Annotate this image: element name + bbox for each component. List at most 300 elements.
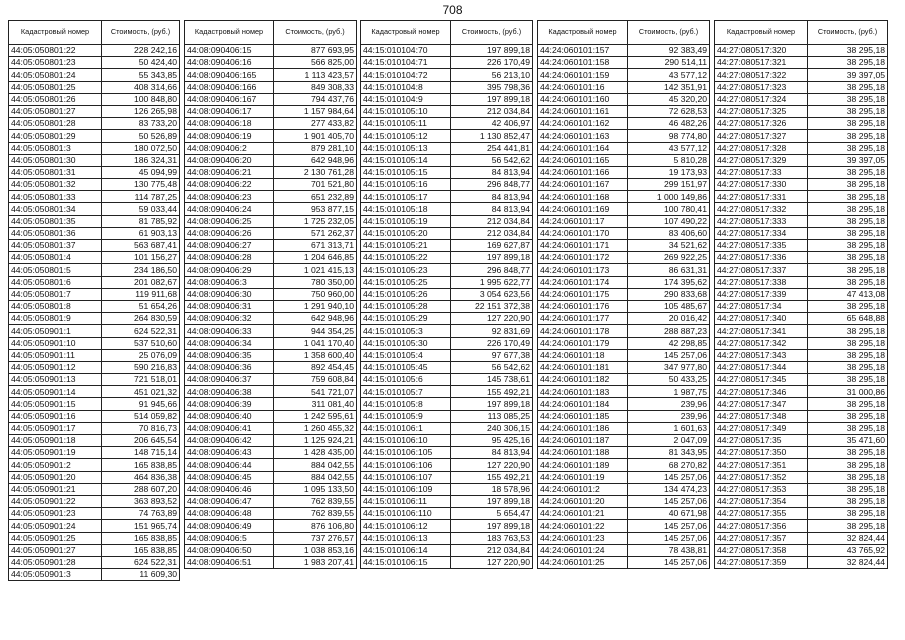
table-row — [361, 45, 533, 57]
cost-cell: 97 677,38 — [451, 349, 533, 361]
cost-cell: 1 130 852,47 — [451, 130, 533, 142]
cadastral-number-cell: 44:27:080517:341 — [715, 325, 808, 337]
cadastral-number-cell: 44:24:060101:188 — [538, 447, 628, 459]
table-row — [538, 325, 710, 337]
column-header-cost: Стоимость, (руб.) — [274, 21, 357, 45]
cost-cell: 1 983 207,41 — [274, 556, 357, 568]
cost-cell: 877 693,95 — [274, 45, 357, 57]
cadastral-number-cell: 44:15:010106:105 — [361, 447, 451, 459]
cost-cell: 72 628,53 — [628, 105, 710, 117]
cost-cell: 100 780,41 — [628, 203, 710, 215]
table-row — [361, 93, 533, 105]
cadastral-number-cell: 44:05:050901:2 — [9, 459, 102, 471]
table-row — [538, 398, 710, 410]
table-row — [715, 422, 888, 434]
cadastral-number-cell: 44:08:090406:41 — [185, 422, 274, 434]
table-row — [9, 313, 180, 325]
table-row — [9, 276, 180, 288]
cost-cell: 671 313,71 — [274, 240, 357, 252]
cost-cell: 127 220,90 — [451, 556, 533, 568]
cost-cell: 737 276,57 — [274, 532, 357, 544]
table-row — [9, 349, 180, 361]
cost-cell: 50 433,25 — [628, 374, 710, 386]
table-row — [361, 252, 533, 264]
cost-cell: 3 054 623,56 — [451, 288, 533, 300]
cost-cell: 197 899,18 — [451, 93, 533, 105]
table-row — [715, 386, 888, 398]
cadastral-number-cell: 44:24:060101:184 — [538, 398, 628, 410]
cost-cell: 145 257,06 — [628, 495, 710, 507]
table-row — [185, 252, 357, 264]
table-row — [361, 508, 533, 520]
table-row — [715, 300, 888, 312]
cadastral-number-cell: 44:08:090406:28 — [185, 252, 274, 264]
cost-cell: 1 204 646,85 — [274, 252, 357, 264]
cost-cell: 84 813,94 — [451, 191, 533, 203]
cadastral-number-cell: 44:15:010105:25 — [361, 276, 451, 288]
cadastral-number-cell: 44:08:090406:39 — [185, 398, 274, 410]
cadastral-number-cell: 44:08:090406:23 — [185, 191, 274, 203]
table-row — [9, 386, 180, 398]
table-row — [361, 556, 533, 568]
table-row — [9, 45, 180, 57]
cadastral-number-cell: 44:15:010106:109 — [361, 483, 451, 495]
cadastral-number-cell: 44:05:050801:4 — [9, 252, 102, 264]
table-row — [538, 288, 710, 300]
table-row — [185, 166, 357, 178]
cost-cell: 34 521,62 — [628, 240, 710, 252]
cost-cell: 38 295,18 — [808, 471, 888, 483]
table-row — [361, 544, 533, 556]
cost-cell: 290 833,68 — [628, 288, 710, 300]
cost-cell: 92 383,49 — [628, 45, 710, 57]
cadastral-number-cell: 44:05:050901:10 — [9, 337, 102, 349]
cadastral-number-cell: 44:24:060101:185 — [538, 410, 628, 422]
cost-cell: 151 965,74 — [102, 520, 180, 532]
cost-cell: 624 522,31 — [102, 556, 180, 568]
cadastral-number-cell: 44:24:060101:161 — [538, 105, 628, 117]
cost-cell: 83 406,60 — [628, 227, 710, 239]
cost-cell: 642 948,96 — [274, 313, 357, 325]
cadastral-number-cell: 44:08:090406:2 — [185, 142, 274, 154]
cadastral-number-cell: 44:24:060101:19 — [538, 471, 628, 483]
cadastral-number-cell: 44:15:010105:23 — [361, 264, 451, 276]
cadastral-number-cell: 44:15:010106:14 — [361, 544, 451, 556]
cost-cell: 197 899,18 — [451, 520, 533, 532]
cadastral-number-cell: 44:08:090406:26 — [185, 227, 274, 239]
table-row — [9, 483, 180, 495]
table-row — [715, 191, 888, 203]
table-row — [715, 532, 888, 544]
cost-cell: 1 021 415,13 — [274, 264, 357, 276]
cadastral-number-cell: 44:27:080517:324 — [715, 93, 808, 105]
cadastral-number-cell: 44:27:080517:351 — [715, 459, 808, 471]
cost-cell: 944 354,25 — [274, 325, 357, 337]
cost-cell: 38 295,18 — [808, 215, 888, 227]
table-row — [538, 410, 710, 422]
table-row — [538, 483, 710, 495]
table-row — [715, 227, 888, 239]
cadastral-number-cell: 44:24:060101:25 — [538, 556, 628, 568]
table-row — [185, 556, 357, 568]
cost-cell: 212 034,84 — [451, 215, 533, 227]
cost-cell: 38 295,18 — [808, 349, 888, 361]
cost-cell: 38 295,18 — [808, 203, 888, 215]
table-row — [361, 520, 533, 532]
cadastral-number-cell: 44:15:010105:16 — [361, 179, 451, 191]
cadastral-number-cell: 44:08:090406:38 — [185, 386, 274, 398]
cadastral-number-cell: 44:27:080517:325 — [715, 105, 808, 117]
cost-cell: 1 113 423,57 — [274, 69, 357, 81]
cadastral-number-cell: 44:24:060101:186 — [538, 422, 628, 434]
cadastral-number-cell: 44:27:080517:349 — [715, 422, 808, 434]
cadastral-number-cell: 44:05:050901:11 — [9, 349, 102, 361]
cadastral-table-1 — [8, 20, 180, 581]
cost-cell: 81 785,92 — [102, 215, 180, 227]
cost-cell: 43 577,12 — [628, 69, 710, 81]
cadastral-number-cell: 44:24:060101:174 — [538, 276, 628, 288]
table-row — [361, 215, 533, 227]
cost-cell: 38 295,18 — [808, 130, 888, 142]
cost-cell: 395 798,36 — [451, 81, 533, 93]
cadastral-number-cell: 44:08:090406:43 — [185, 447, 274, 459]
cost-cell: 953 877,15 — [274, 203, 357, 215]
cadastral-number-cell: 44:24:060101:164 — [538, 142, 628, 154]
cost-cell: 92 831,69 — [451, 325, 533, 337]
table-row — [185, 118, 357, 130]
table-row — [361, 81, 533, 93]
cadastral-number-cell: 44:05:050901:22 — [9, 495, 102, 507]
cost-cell: 38 295,18 — [808, 483, 888, 495]
cadastral-number-cell: 44:24:060101:178 — [538, 325, 628, 337]
cadastral-number-cell: 44:08:090406:34 — [185, 337, 274, 349]
table-row — [715, 93, 888, 105]
table-row — [361, 264, 533, 276]
cadastral-number-cell: 44:24:060101:177 — [538, 313, 628, 325]
cadastral-number-cell: 44:05:050801:37 — [9, 240, 102, 252]
table-row — [361, 240, 533, 252]
table-row — [538, 215, 710, 227]
cadastral-number-cell: 44:15:010105:29 — [361, 313, 451, 325]
table-row — [538, 69, 710, 81]
cost-cell: 1 125 924,21 — [274, 435, 357, 447]
cadastral-number-cell: 44:08:090406:32 — [185, 313, 274, 325]
table-row — [715, 447, 888, 459]
table-row — [9, 81, 180, 93]
cadastral-number-cell: 44:27:080517:327 — [715, 130, 808, 142]
cost-cell: 127 220,90 — [451, 459, 533, 471]
cost-cell: 239,96 — [628, 398, 710, 410]
cost-cell: 38 295,18 — [808, 105, 888, 117]
cadastral-number-cell: 44:24:060101:160 — [538, 93, 628, 105]
cadastral-number-cell: 44:08:090406:36 — [185, 361, 274, 373]
table-row — [538, 276, 710, 288]
table-row — [9, 495, 180, 507]
cadastral-number-cell: 44:05:050901:24 — [9, 520, 102, 532]
table-row — [185, 410, 357, 422]
table-row — [361, 130, 533, 142]
table-row — [715, 203, 888, 215]
cost-cell: 70 816,73 — [102, 422, 180, 434]
cadastral-number-cell: 44:15:010105:28 — [361, 300, 451, 312]
cadastral-number-cell: 44:05:050901:16 — [9, 410, 102, 422]
cost-cell: 347 977,80 — [628, 361, 710, 373]
cadastral-number-cell: 44:05:050801:22 — [9, 45, 102, 57]
cadastral-number-cell: 44:24:060101:169 — [538, 203, 628, 215]
cadastral-number-cell: 44:15:010105:4 — [361, 349, 451, 361]
table-row — [715, 105, 888, 117]
cost-cell: 126 265,98 — [102, 105, 180, 117]
table-row — [715, 166, 888, 178]
cadastral-number-cell: 44:24:060101:166 — [538, 166, 628, 178]
cost-cell: 1 000 149,86 — [628, 191, 710, 203]
table-row — [9, 105, 180, 117]
table-row — [361, 447, 533, 459]
cadastral-number-cell: 44:24:060101:157 — [538, 45, 628, 57]
cost-cell: 39 397,05 — [808, 154, 888, 166]
table-row — [538, 544, 710, 556]
cost-cell: 38 295,18 — [808, 422, 888, 434]
cost-cell: 296 848,77 — [451, 179, 533, 191]
table-row — [361, 398, 533, 410]
cadastral-number-cell: 44:08:090406:40 — [185, 410, 274, 422]
table-row — [715, 374, 888, 386]
cost-cell: 884 042,55 — [274, 471, 357, 483]
cost-cell: 299 151,97 — [628, 179, 710, 191]
table-row — [185, 459, 357, 471]
cost-cell: 56 542,62 — [451, 154, 533, 166]
table-row — [9, 374, 180, 386]
cost-cell: 264 830,59 — [102, 313, 180, 325]
cost-cell: 38 295,18 — [808, 410, 888, 422]
cadastral-number-cell: 44:27:080517:323 — [715, 81, 808, 93]
table-row — [185, 130, 357, 142]
cost-cell: 288 887,23 — [628, 325, 710, 337]
cost-cell: 105 485,67 — [628, 300, 710, 312]
table-row — [361, 57, 533, 69]
table-row — [185, 81, 357, 93]
column-header-cost: Стоимость, (руб.) — [628, 21, 710, 45]
cost-cell: 1 358 600,40 — [274, 349, 357, 361]
table-row — [361, 386, 533, 398]
cost-cell: 38 295,18 — [808, 81, 888, 93]
cost-cell: 201 082,67 — [102, 276, 180, 288]
cadastral-number-cell: 44:27:080517:355 — [715, 508, 808, 520]
table-row — [185, 288, 357, 300]
table-row — [9, 130, 180, 142]
table-row — [9, 118, 180, 130]
table-row — [538, 264, 710, 276]
cost-cell: 38 295,18 — [808, 179, 888, 191]
table-row — [185, 325, 357, 337]
cost-cell: 38 295,18 — [808, 374, 888, 386]
table-row — [538, 374, 710, 386]
cost-cell: 84 813,94 — [451, 203, 533, 215]
cost-cell: 277 433,82 — [274, 118, 357, 130]
cadastral-number-cell: 44:15:010105:9 — [361, 410, 451, 422]
table-row — [361, 349, 533, 361]
cost-cell: 134 474,23 — [628, 483, 710, 495]
table-row — [185, 544, 357, 556]
table-row — [538, 191, 710, 203]
cost-cell: 101 156,27 — [102, 252, 180, 264]
cadastral-number-cell: 44:05:050801:24 — [9, 69, 102, 81]
cadastral-tables-area — [8, 20, 897, 614]
cadastral-number-cell: 44:08:090406:35 — [185, 349, 274, 361]
cadastral-number-cell: 44:08:090406:15 — [185, 45, 274, 57]
cost-cell: 38 295,18 — [808, 276, 888, 288]
cadastral-number-cell: 44:24:060101:179 — [538, 337, 628, 349]
cadastral-number-cell: 44:15:010105:10 — [361, 105, 451, 117]
cadastral-number-cell: 44:24:060101:189 — [538, 459, 628, 471]
cadastral-number-cell: 44:15:010105:18 — [361, 203, 451, 215]
cost-cell: 84 813,94 — [451, 447, 533, 459]
cadastral-number-cell: 44:08:090406:18 — [185, 118, 274, 130]
cost-cell: 22 151 372,38 — [451, 300, 533, 312]
cost-cell: 113 085,25 — [451, 410, 533, 422]
cost-cell: 42 406,97 — [451, 118, 533, 130]
cadastral-number-cell: 44:05:050901:12 — [9, 361, 102, 373]
cost-cell: 642 948,96 — [274, 154, 357, 166]
column-header-cadastral-number: Кадастровый номер — [715, 21, 808, 45]
cost-cell: 38 295,18 — [808, 227, 888, 239]
cadastral-table-4 — [537, 20, 710, 569]
cadastral-number-cell: 44:05:050801:31 — [9, 166, 102, 178]
cadastral-number-cell: 44:05:050801:9 — [9, 313, 102, 325]
table-row — [9, 422, 180, 434]
table-row — [9, 179, 180, 191]
cadastral-number-cell: 44:15:010105:11 — [361, 118, 451, 130]
table-row — [538, 300, 710, 312]
table-row — [538, 57, 710, 69]
column-header-cadastral-number: Кадастровый номер — [538, 21, 628, 45]
cadastral-number-cell: 44:08:090406:21 — [185, 166, 274, 178]
table-row — [361, 276, 533, 288]
table-row — [185, 276, 357, 288]
cost-cell: 624 522,31 — [102, 325, 180, 337]
cost-cell: 38 295,18 — [808, 45, 888, 57]
table-row — [715, 325, 888, 337]
table-row — [185, 215, 357, 227]
table-row — [715, 520, 888, 532]
cost-cell: 59 033,44 — [102, 203, 180, 215]
cost-cell: 42 298,85 — [628, 337, 710, 349]
table-row — [538, 508, 710, 520]
table-row — [185, 191, 357, 203]
table-row — [9, 69, 180, 81]
cadastral-number-cell: 44:24:060101:172 — [538, 252, 628, 264]
cadastral-number-cell: 44:05:050801:6 — [9, 276, 102, 288]
table-row — [715, 361, 888, 373]
table-row — [538, 227, 710, 239]
cost-cell: 31 000,86 — [808, 386, 888, 398]
cadastral-number-cell: 44:15:010105:20 — [361, 227, 451, 239]
table-row — [185, 349, 357, 361]
cadastral-number-cell: 44:08:090406:31 — [185, 300, 274, 312]
cost-cell: 563 687,41 — [102, 240, 180, 252]
cost-cell: 38 295,18 — [808, 252, 888, 264]
cadastral-number-cell: 44:05:050801:32 — [9, 179, 102, 191]
table-row — [361, 191, 533, 203]
page-number: 708 — [442, 3, 463, 17]
table-row — [715, 69, 888, 81]
table-row — [715, 313, 888, 325]
cadastral-number-cell: 44:27:080517:357 — [715, 532, 808, 544]
cadastral-number-cell: 44:05:050801:33 — [9, 191, 102, 203]
cadastral-number-cell: 44:27:080517:329 — [715, 154, 808, 166]
table-row — [185, 69, 357, 81]
cost-cell: 38 295,18 — [808, 264, 888, 276]
cost-cell: 197 899,18 — [451, 495, 533, 507]
cadastral-number-cell: 44:15:010105:19 — [361, 215, 451, 227]
table-row — [185, 142, 357, 154]
table-row — [538, 252, 710, 264]
cadastral-number-cell: 44:05:050901:13 — [9, 374, 102, 386]
table-row — [361, 337, 533, 349]
cadastral-number-cell: 44:24:060101:181 — [538, 361, 628, 373]
cost-cell: 45 094,99 — [102, 166, 180, 178]
cadastral-number-cell: 44:27:080517:334 — [715, 227, 808, 239]
cadastral-number-cell: 44:15:010105:45 — [361, 361, 451, 373]
cadastral-number-cell: 44:08:090406:44 — [185, 459, 274, 471]
table-row — [9, 252, 180, 264]
cost-cell: 234 186,50 — [102, 264, 180, 276]
table-row — [361, 300, 533, 312]
cost-cell: 5 810,28 — [628, 154, 710, 166]
cost-cell: 212 034,84 — [451, 227, 533, 239]
table-row — [538, 45, 710, 57]
cadastral-number-cell: 44:27:080517:342 — [715, 337, 808, 349]
cost-cell: 762 839,55 — [274, 508, 357, 520]
cadastral-number-cell: 44:08:090406:46 — [185, 483, 274, 495]
cadastral-number-cell: 44:27:080517:322 — [715, 69, 808, 81]
table-row — [538, 154, 710, 166]
cost-cell: 55 343,85 — [102, 69, 180, 81]
table-row — [715, 57, 888, 69]
table-row — [361, 532, 533, 544]
cadastral-number-cell: 44:05:050801:27 — [9, 105, 102, 117]
table-row — [715, 45, 888, 57]
cost-cell: 142 351,91 — [628, 81, 710, 93]
table-row — [715, 495, 888, 507]
cadastral-number-cell: 44:15:010106:110 — [361, 508, 451, 520]
cost-cell: 50 526,89 — [102, 130, 180, 142]
cadastral-number-cell: 44:15:010104:70 — [361, 45, 451, 57]
cadastral-number-cell: 44:05:050801:3 — [9, 142, 102, 154]
table-row — [538, 166, 710, 178]
cadastral-number-cell: 44:08:090406:24 — [185, 203, 274, 215]
cost-cell: 1 291 940,10 — [274, 300, 357, 312]
cost-cell: 145 257,06 — [628, 556, 710, 568]
table-row — [9, 240, 180, 252]
cadastral-number-cell: 44:08:090406:25 — [185, 215, 274, 227]
table-row — [715, 276, 888, 288]
table-row — [361, 105, 533, 117]
cost-cell: 25 076,09 — [102, 349, 180, 361]
cadastral-number-cell: 44:24:060101:183 — [538, 386, 628, 398]
cadastral-number-cell: 44:08:090406:29 — [185, 264, 274, 276]
cost-cell: 127 220,90 — [451, 313, 533, 325]
table-row — [361, 142, 533, 154]
cadastral-number-cell: 44:24:060101:21 — [538, 508, 628, 520]
cadastral-number-cell: 44:27:080517:339 — [715, 288, 808, 300]
cost-cell: 2 047,09 — [628, 435, 710, 447]
cadastral-number-cell: 44:27:080517:331 — [715, 191, 808, 203]
cadastral-number-cell: 44:27:080517:345 — [715, 374, 808, 386]
cost-cell: 61 903,13 — [102, 227, 180, 239]
cadastral-number-cell: 44:27:080517:335 — [715, 240, 808, 252]
cost-cell: 38 295,18 — [808, 508, 888, 520]
